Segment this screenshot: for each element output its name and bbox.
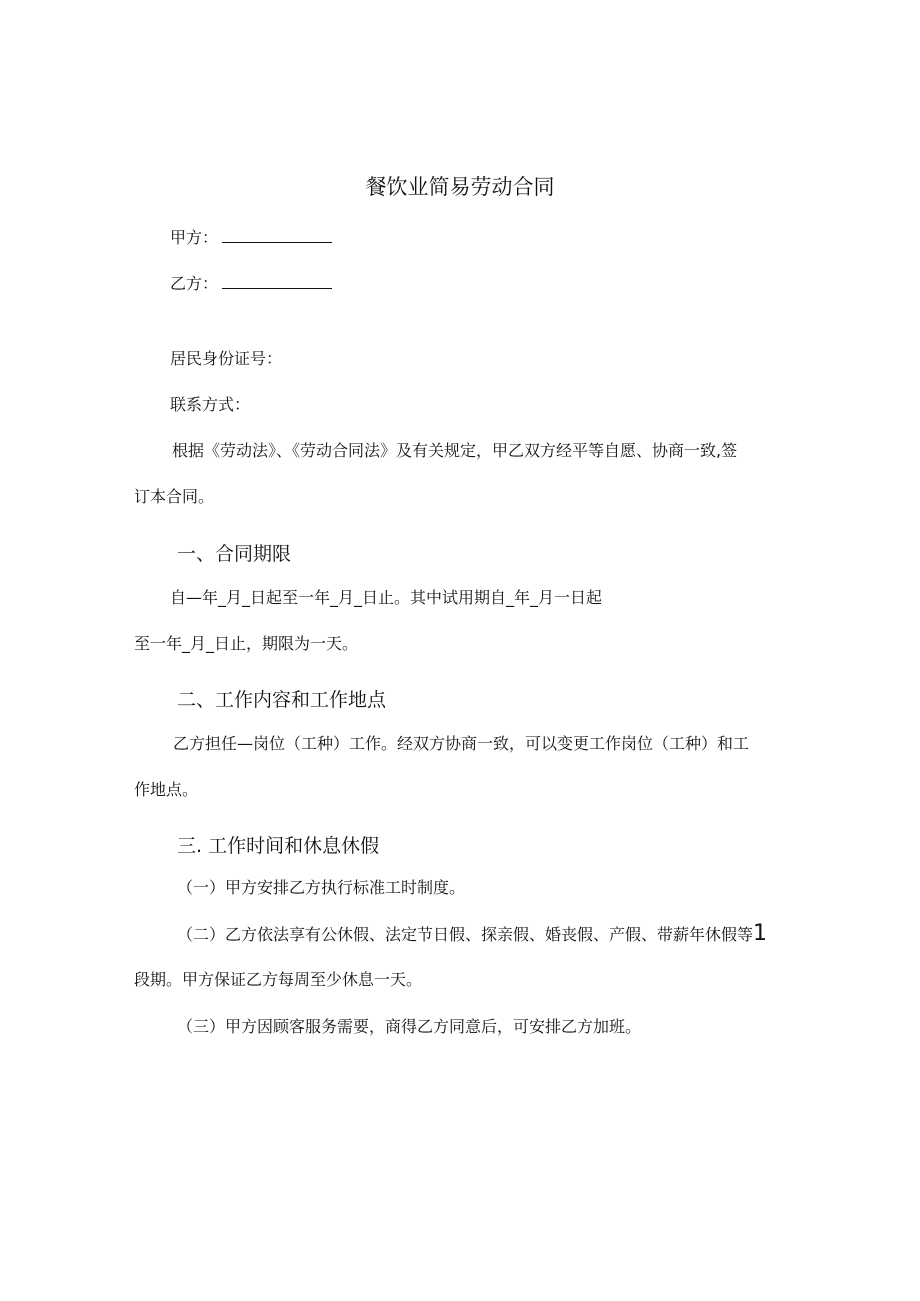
section-1-heading: 一、合同期限: [177, 543, 292, 565]
section-3-item-2-text: （二）乙方依法享有公休假、法定节日假、探亲假、婚丧假、产假、带薪年休假等: [177, 925, 754, 944]
section-2-line-2: 作地点。: [134, 780, 199, 799]
intro-line-1: 根据《劳动法》、《劳动合同法》及有关规定，甲乙双方经平等自愿、协商一致,签: [172, 441, 738, 460]
section-1-line-1: 自—年_月_日起至一年_月_日止。其中试用期自_年_月一日起: [170, 588, 603, 607]
document-title: 餐饮业简易劳动合同: [365, 175, 555, 199]
party-a-row: [170, 228, 332, 248]
party-b-blank: [222, 276, 332, 289]
party-b-label: 乙方：: [170, 274, 219, 293]
section-3-heading: 三. 工作时间和休息休假: [177, 835, 380, 857]
section-2-heading: 二、工作内容和工作地点: [177, 689, 387, 711]
section-3-item-2-line-1: [177, 921, 768, 946]
party-b-row: [170, 274, 332, 294]
party-a-blank: [222, 230, 332, 243]
party-a-label: 甲方：: [170, 228, 219, 247]
contact-label: 联系方式：: [170, 395, 251, 414]
section-3-item-3: （三）甲方因顾客服务需要，商得乙方同意后，可安排乙方加班。: [177, 1017, 642, 1036]
section-3-item-2-line-2: 段期。甲方保证乙方每周至少休息一天。: [134, 970, 423, 989]
section-1-line-2: 至一年_月_日止，期限为一天。: [134, 634, 359, 653]
intro-line-2: 订本合同。: [134, 487, 215, 506]
section-3-item-2-number: 1: [753, 921, 768, 946]
section-3-item-1: （一）甲方安排乙方执行标准工时制度。: [177, 878, 466, 897]
id-number-label: 居民身份证号：: [170, 349, 283, 368]
section-2-line-1: 乙方担任—岗位（工种）工作。经双方协商一致，可以变更工作岗位（工种）和工: [173, 734, 750, 753]
